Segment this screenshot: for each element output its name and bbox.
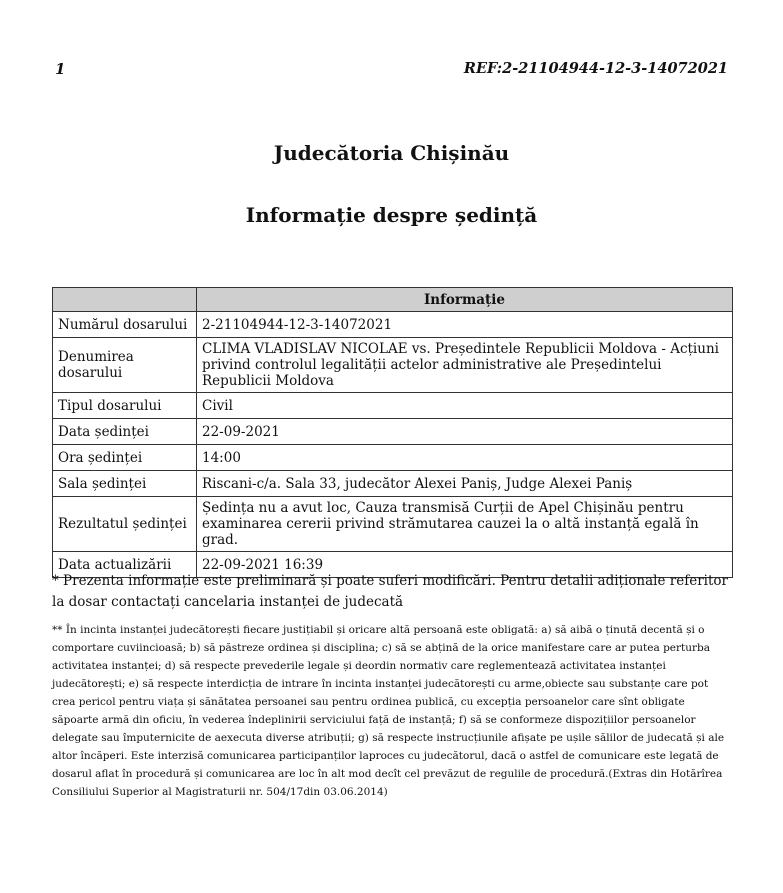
court-title: Judecătoria Chișinău [273,141,510,165]
table-header-info: Informație [197,288,733,312]
hearing-info-table [52,287,733,578]
page-number: 1 [55,60,66,78]
row-label: Rezultatul ședinței [53,497,197,552]
table-row-hearing-result [53,497,733,552]
table-row-hearing-room [53,471,733,497]
row-value: 22-09-2021 [197,419,733,445]
row-label: Tipul dosarului [53,393,197,419]
row-value: CLIMA VLADISLAV NICOLAE vs. Președintele Republicii Moldova - Acțiuni privind controlul legalității actelor administrative ale Președintelui Republicii Moldova [197,338,733,393]
table-row-case-type [53,393,733,419]
page-title: Informație despre ședință [245,203,538,227]
court-rules-notice: ** În incinta instanței judecătorești fiecare justițiabil și oricare altă persoană este obligată: a) să aibă o ținută decentă și o comportare cuviincioasă; b) să păstreze ordinea și disciplina; c) să se abțină de la orice manifestare care ar putea perturba activitatea instanței; d) să respecte prevederile legale și deordin normativ care reglementează activitatea instanței judecătorești; e) să respecte interdicția de intrare în incinta instanței judecătorești cu arme,obiecte sau substanțe care pot crea pericol pentru viața și sănătatea persoanei sau pentru ordinea publică, cu excepția persoanelor care sînt obligate săpoarte armă din oficiu, în vederea îndeplinirii serviciului față de instanță; f) să se conformeze dispozițiilor persoanelor delegate sau împuternicite de aexecuta diverse atribuții; g) să respecte instrucțiunile afișate pe ușile sălilor de judecată și ale altor încăperi. Este interzisă comunicarea participanților laproces cu judecătorul, dacă o astfel de comunicare este legată de dosarul aflat în procedură și comunicarea are loc în alt mod decît cel prevăzut de regulile de procedură.(Extras din Hotărîrea Consiliului Superior al Magistraturii nr. 504/17din 03.06.2014) [52,624,725,798]
row-value: 22-09-2021 16:39 [197,552,733,578]
table-row-case-number [53,312,733,338]
reference-number: REF:2-21104944-12-3-14072021 [463,60,728,77]
table-row-hearing-date [53,419,733,445]
row-value: Civil [197,393,733,419]
row-label: Denumirea dosarului [53,338,197,393]
table-row-hearing-time [53,445,733,471]
row-value: 14:00 [197,445,733,471]
row-label: Sala ședinței [53,471,197,497]
row-label: Data ședinței [53,419,197,445]
preliminary-notice: * Prezenta informație este preliminară și poate suferi modificări. Pentru detalii adiționale referitor la dosar contactați cancelaria instanței de judecată [52,573,728,610]
row-value: 2-21104944-12-3-14072021 [197,312,733,338]
row-label: Ora ședinței [53,445,197,471]
row-value: Ședința nu a avut loc, Cauza transmisă Curții de Apel Chișinău pentru examinarea cererii privind strămutarea cauzei la o altă instanță egală în grad. [197,497,733,552]
row-value: Riscani-c/a. Sala 33, judecător Alexei Paniș, Judge Alexei Paniș [197,471,733,497]
table-header-row [53,288,733,312]
table-header-empty [53,288,197,312]
table-row-case-name [53,338,733,393]
row-label: Data actualizării [53,552,197,578]
row-label: Numărul dosarului [53,312,197,338]
